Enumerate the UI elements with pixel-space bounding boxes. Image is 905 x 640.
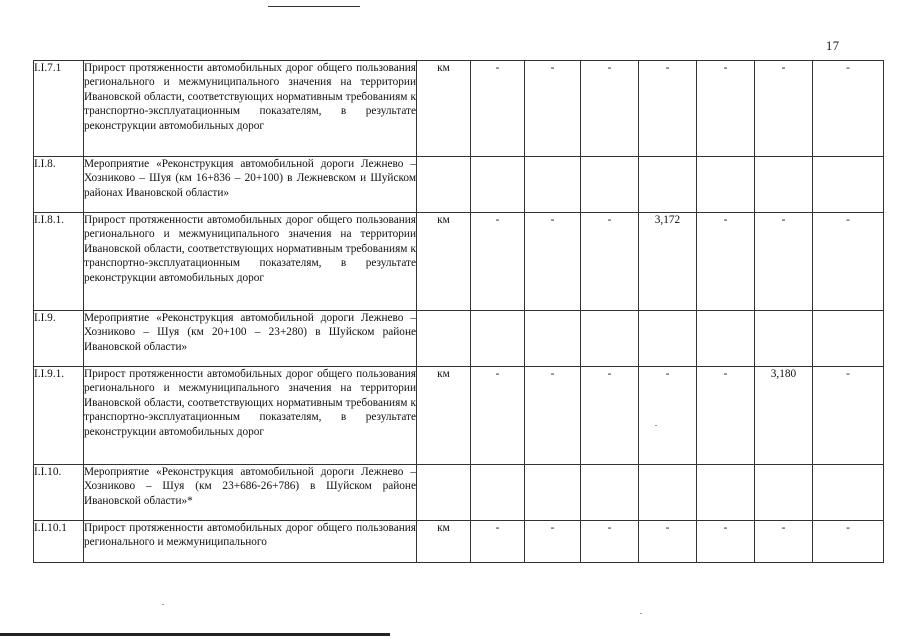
row-value [697, 311, 755, 367]
row-value [581, 465, 639, 521]
row-value: - [525, 61, 581, 157]
row-value: - [639, 521, 697, 563]
table-row [34, 465, 884, 521]
row-code: I.I.7.1 [34, 61, 84, 157]
row-value [697, 157, 755, 213]
row-code: I.I.9. [34, 311, 84, 367]
row-value [525, 465, 581, 521]
row-value [697, 465, 755, 521]
row-value [755, 157, 813, 213]
row-value [581, 157, 639, 213]
row-value: - [525, 367, 581, 465]
row-value: 3,180 [755, 367, 813, 465]
table-row [34, 157, 884, 213]
row-description: Мероприятие «Реконструкция автомобильной дороги Лежнево – Хозниково – Шуя (км 23+686-26+786) в Шуйском районе Ивановской области»* [84, 465, 417, 521]
row-value: - [813, 521, 884, 563]
row-code: I.I.8. [34, 157, 84, 213]
row-value: - [813, 61, 884, 157]
row-unit [417, 465, 471, 521]
bottom-rule [0, 633, 390, 636]
row-value: - [697, 61, 755, 157]
row-value [755, 465, 813, 521]
row-value [813, 311, 884, 367]
row-unit [417, 157, 471, 213]
row-value: - [525, 521, 581, 563]
row-value [471, 465, 525, 521]
page-number: 17 [826, 39, 840, 53]
scan-speck [162, 604, 164, 605]
row-value: - [697, 521, 755, 563]
row-unit: км [417, 521, 471, 563]
row-value: - [525, 213, 581, 311]
row-value [525, 157, 581, 213]
table-row [34, 61, 884, 157]
row-value: - [813, 367, 884, 465]
row-code: I.I.10. [34, 465, 84, 521]
row-unit [417, 311, 471, 367]
row-description: Мероприятие «Реконструкция автомобильной дороги Лежнево – Хозниково – Шуя (км 20+100 – 23+280) в Шуйском районе Ивановской области» [84, 311, 417, 367]
row-description: Прирост протяженности автомобильных дорог общего пользования регионального и межмуниципального значения на территории Ивановской области, соответствующих нормативным требованиям к транспортно-эксплуатационным показателям, в результате реконструкции автомобильных дорог [84, 213, 417, 311]
row-value: - [697, 213, 755, 311]
row-value [639, 157, 697, 213]
row-value: - [471, 213, 525, 311]
table-row [34, 311, 884, 367]
row-description: Прирост протяженности автомобильных дорог общего пользования регионального и межмуниципального значения на территории Ивановской области, соответствующих нормативным требованиям к транспортно-эксплуатационным показателям, в результате реконструкции автомобильных дорог [84, 61, 417, 157]
row-value: - [639, 61, 697, 157]
row-value: - [471, 61, 525, 157]
row-value: - [581, 521, 639, 563]
row-unit: км [417, 367, 471, 465]
row-value [755, 311, 813, 367]
row-value: - [581, 367, 639, 465]
row-value: - [581, 61, 639, 157]
row-value: - [755, 61, 813, 157]
row-value [813, 465, 884, 521]
row-unit: км [417, 213, 471, 311]
row-code: I.I.8.1. [34, 213, 84, 311]
row-value [471, 157, 525, 213]
row-value: - [471, 521, 525, 563]
table-row [34, 213, 884, 311]
scan-speck [640, 613, 642, 614]
row-description: Мероприятие «Реконструкция автомобильной дороги Лежнево – Хозниково – Шуя (км 16+836 – 20+100) в Лежневском и Шуйском районах Ивановской области» [84, 157, 417, 213]
row-value: - [697, 367, 755, 465]
row-code: I.I.9.1. [34, 367, 84, 465]
program-table [33, 60, 884, 563]
row-unit: км [417, 61, 471, 157]
row-value [813, 157, 884, 213]
row-value: - [471, 367, 525, 465]
row-value [525, 311, 581, 367]
row-value: - [639, 367, 697, 465]
row-description: Прирост протяженности автомобильных дорог общего пользования регионального и межмуниципального [84, 521, 417, 563]
row-value [639, 311, 697, 367]
scan-speck [655, 425, 657, 426]
row-description: Прирост протяженности автомобильных дорог общего пользования регионального и межмуниципального значения на территории Ивановской области, соответствующих нормативным требованиям к транспортно-эксплуатационным показателям, в результате реконструкции автомобильных дорог [84, 367, 417, 465]
top-rule [268, 6, 360, 7]
row-value: - [755, 521, 813, 563]
row-value: - [581, 213, 639, 311]
row-value: - [813, 213, 884, 311]
row-value [639, 465, 697, 521]
table-row [34, 367, 884, 465]
row-code: I.I.10.1 [34, 521, 84, 563]
table-row [34, 521, 884, 563]
row-value [471, 311, 525, 367]
row-value [581, 311, 639, 367]
row-value: 3,172 [639, 213, 697, 311]
row-value: - [755, 213, 813, 311]
